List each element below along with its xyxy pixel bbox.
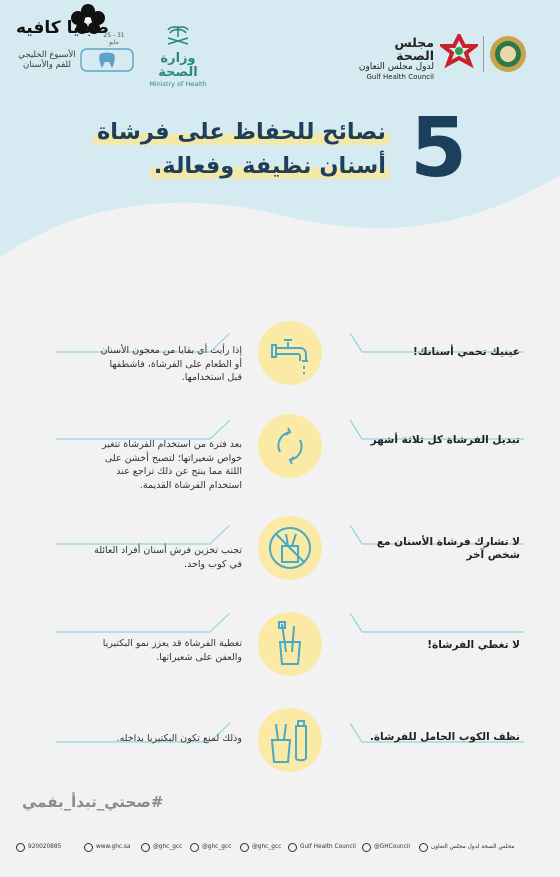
- tip-2-icon-circle: [258, 414, 322, 478]
- instagram-icon: [141, 843, 150, 852]
- moh-english-name: Ministry of Health: [149, 80, 207, 88]
- tip-3-icon-circle: [258, 516, 322, 580]
- ghc-english-name: Gulf Health Council: [366, 73, 434, 81]
- facebook-icon: [362, 843, 371, 852]
- gulf-week-line1: الأسبوع الخليجي: [18, 50, 76, 60]
- title-number: 5: [410, 101, 468, 196]
- title-line-2-text: أسنان نظيفة وفعالة.: [150, 153, 390, 179]
- tip-5-desc-line: وذلك لمنع تكون البكتيريا بداخله.: [116, 733, 242, 744]
- tip-5-title: نظف الكوب الحامل للفرشاة.: [369, 731, 520, 743]
- tip-5-description: [58, 732, 242, 746]
- footer-website[interactable]: www.ghc.sa: [96, 844, 131, 850]
- tip-2-title: تبديل الفرشاة كل ثلاثة أشهر: [370, 434, 520, 446]
- tip-2-desc-line: بعد فترة من استخدام الفرشاة تتغير: [102, 439, 242, 450]
- tip-1-desc-line: قبل استخدامها.: [181, 372, 242, 383]
- phone-icon: [16, 843, 25, 852]
- footer-social-bar: [0, 838, 560, 860]
- tip-3-title: لا تشارك فرشاة الأسنان مع شخص آخر: [376, 536, 520, 561]
- twitter-icon: [190, 843, 199, 852]
- gulf-week-line2: للفم والأسنان: [23, 60, 71, 70]
- tip-4-description: [58, 637, 242, 664]
- refresh-icon: [258, 414, 322, 478]
- cup-toothpaste-icon: [258, 708, 322, 772]
- campaign-hashtag: #صحتي_تبدأ_بفمي: [22, 793, 164, 811]
- tip-3-description: [58, 544, 242, 571]
- ghc-arabic-subname: لدول مجلس التعاون: [358, 62, 434, 72]
- tip-3-desc-line: تجنب تخزين فرش أسنان أفراد العائلة: [94, 545, 242, 556]
- tip-2-description: [58, 438, 242, 492]
- watermark-text: صبايا كافيه: [16, 18, 110, 38]
- tip-3-desc-line: في كوب واحد.: [184, 558, 242, 570]
- tip-5-icon-circle: [258, 708, 322, 772]
- tip-2-desc-line: استخدام الفرشاة القديمة.: [139, 479, 242, 491]
- tip-4-desc-line: تغطية الفرشاة قد يعزز نمو البكتيريا: [102, 638, 242, 649]
- footer-twitter[interactable]: @ghc_gcc: [202, 844, 232, 850]
- footer-phone[interactable]: 920020885: [28, 844, 62, 850]
- toothbrush-cup-icon: [258, 612, 322, 676]
- youtube-icon: [419, 843, 428, 852]
- tip-1-title: عينيك تحمي أسنانك!: [413, 346, 520, 358]
- week-month: مايو: [109, 39, 119, 46]
- moh-arabic-name: وزارة الصحة: [158, 51, 198, 80]
- footer-facebook[interactable]: @GHCouncil: [374, 844, 410, 850]
- footer-instagram[interactable]: @ghc_gcc: [153, 844, 183, 850]
- ghc-arabic-name: مجلس الصحة: [394, 35, 434, 63]
- tip-1-desc-line: إذا رأيت أي بقايا من معجون الأسنان: [100, 345, 242, 356]
- title-line-1-text: نصائح للحفاظ على فرشاة: [93, 119, 390, 145]
- faucet-icon: [258, 321, 322, 385]
- tip-4-icon-circle: [258, 612, 322, 676]
- tip-1-desc-line: أو الطعام على الفرشاة، فاشطفها: [109, 358, 242, 370]
- globe-icon: [84, 843, 93, 852]
- footer-tiktok[interactable]: @ghc_gcc: [252, 844, 282, 850]
- no-toothbrush-icon: [258, 516, 322, 580]
- week-date-range: 25 - 31: [103, 32, 125, 39]
- tiktok-icon: [240, 843, 249, 852]
- footer-youtube[interactable]: مجلس الصحة لدول مجلس التعاون: [431, 844, 515, 850]
- tip-2-desc-line: اللثة مما ينتج عن ذلك تراجع عند: [116, 466, 242, 477]
- tip-1-icon-circle: [258, 321, 322, 385]
- tip-4-title: لا تغطي الفرشاة!: [427, 639, 520, 651]
- linkedin-icon: [288, 843, 297, 852]
- footer-linkedin[interactable]: Gulf Health Council: [300, 844, 356, 850]
- tip-4-desc-line: والعفن على شعيراتها.: [156, 651, 242, 663]
- tip-2-desc-line: خواص شعيراتها؛ لتصبح أخشن على: [104, 452, 242, 464]
- tip-1-description: [58, 344, 242, 385]
